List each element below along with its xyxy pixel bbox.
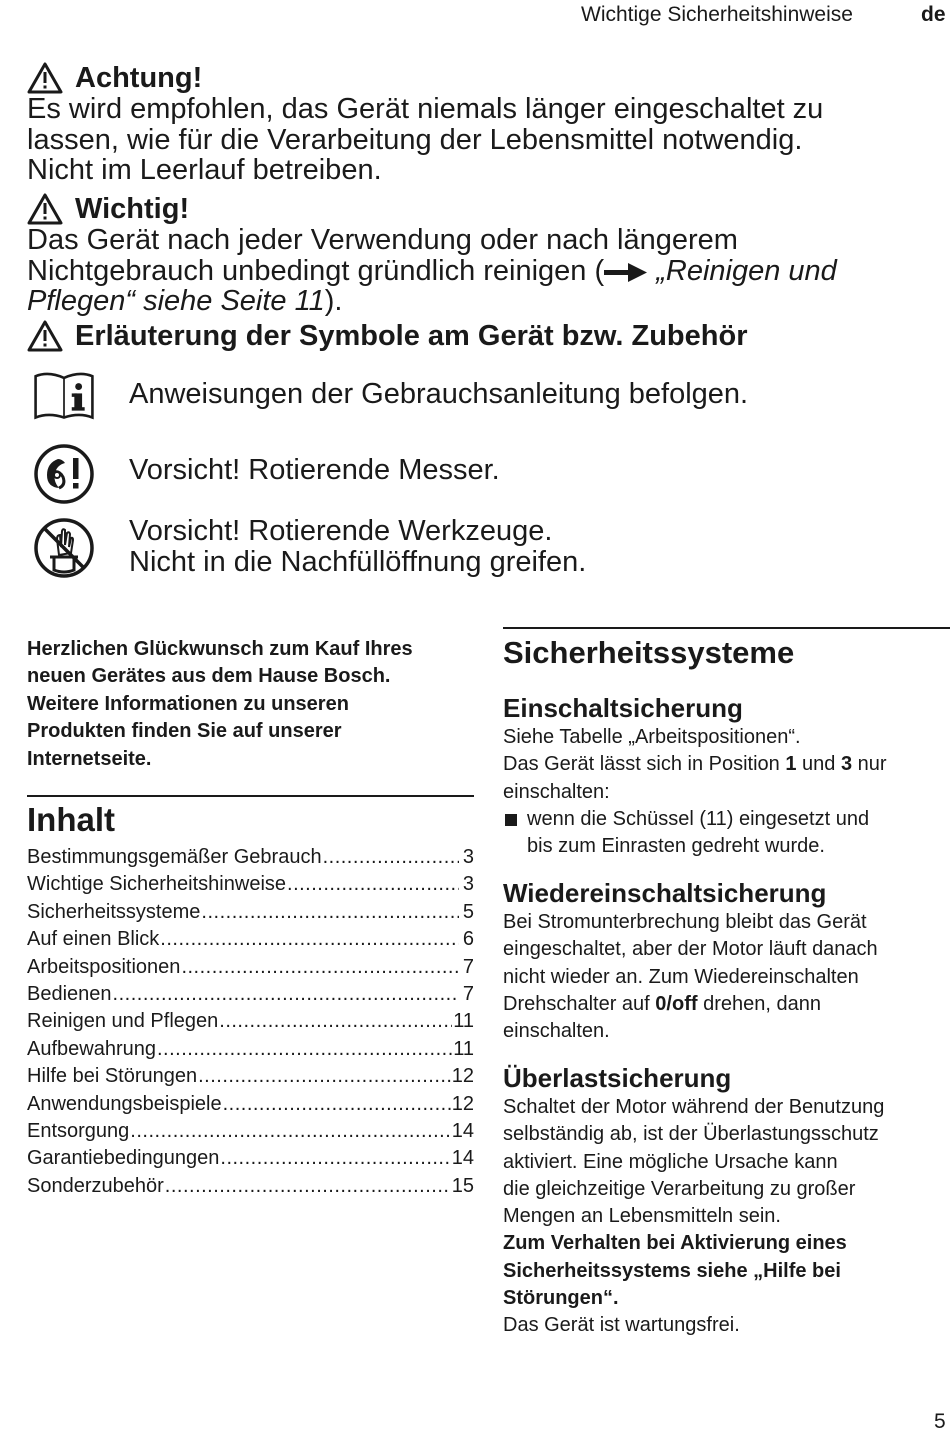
ueberlast-title: Überlastsicherung <box>503 1063 732 1093</box>
no-hand-in-feed-tube-icon <box>33 517 95 579</box>
symbols-block <box>27 320 748 352</box>
warning-triangle-icon <box>27 320 63 352</box>
achtung-title: Achtung! <box>75 62 203 94</box>
language-code: de <box>921 3 946 26</box>
para-line: aktiviert. Eine mögliche Ursache kann <box>503 1150 838 1173</box>
toc-leader <box>165 1175 451 1198</box>
text-span: drehen, dann <box>697 992 821 1015</box>
ueberlast-section <box>503 1062 948 1340</box>
toc-leader <box>113 983 459 1006</box>
toc-label: Reinigen und Pflegen <box>27 1010 219 1033</box>
toc-leader <box>130 1120 450 1143</box>
toc-page: 6 <box>462 928 474 951</box>
intro-line: Herzlichen Glückwunsch zum Kauf Ihres <box>27 638 413 660</box>
toc-entry[interactable] <box>27 1147 474 1174</box>
para-line: Siehe Tabelle „Arbeitspositionen“. <box>503 726 801 748</box>
wichtig-text-span: Nichtgebrauch unbedingt gründlich reinigen ( <box>27 254 605 287</box>
toc-label: Arbeitspositionen <box>27 955 181 978</box>
intro-line: Produkten finden Sie auf unserer <box>27 720 342 743</box>
toc-entry[interactable] <box>27 873 474 900</box>
achtung-line: Nicht im Leerlauf betreiben. <box>27 154 382 186</box>
symbol-description: Anweisungen der Gebrauchsanleitung befolgen. <box>129 378 749 410</box>
achtung-line: lassen, wie für die Verarbeitung der Lebensmittel notwendig. <box>27 123 803 156</box>
toc-label: Sicherheitssysteme <box>27 900 201 923</box>
toc-page: 7 <box>462 982 474 1005</box>
para-line: Das Gerät ist wartungsfrei. <box>503 1314 740 1337</box>
toc-page: 3 <box>462 846 474 868</box>
toc-leader <box>198 1065 451 1088</box>
arrow-right-icon <box>604 262 648 282</box>
symbol-description: Vorsicht! Rotierende Messer. <box>129 454 500 486</box>
text-span: nur <box>852 753 887 776</box>
para-line: selbständig ab, ist der Überlastungsschutz <box>503 1123 879 1146</box>
symbols-title: Erläuterung der Symbole am Gerät bzw. Zubehör <box>75 320 748 352</box>
intro-line: Weitere Informationen zu unseren <box>27 692 349 715</box>
toc-leader <box>160 928 459 951</box>
text-span: Das Gerät lässt sich in Position <box>503 753 786 776</box>
position-number: 1 <box>785 753 797 776</box>
toc-leader <box>181 956 459 979</box>
para-line: Mengen an Lebensmitteln sein. <box>503 1205 781 1228</box>
text-span: und <box>796 753 841 776</box>
symbol-row <box>33 517 586 579</box>
para-line: eingeschaltet, aber der Motor läuft danach <box>503 938 878 961</box>
achtung-line: Es wird empfohlen, das Gerät niemals länger eingeschaltet zu <box>27 93 824 125</box>
toc-label: Hilfe bei Störungen <box>27 1065 198 1088</box>
toc-leader <box>219 1010 452 1033</box>
toc-page: 7 <box>462 955 474 978</box>
achtung-heading <box>27 62 823 94</box>
wichtig-text <box>27 225 837 317</box>
einschalt-section <box>503 692 948 860</box>
para-line: Störungen“. <box>503 1287 619 1310</box>
toc-page: 11 <box>453 1037 474 1060</box>
toc-entry[interactable] <box>27 1065 474 1092</box>
symbol-description-block <box>129 516 586 578</box>
bullet-square-icon <box>505 814 517 826</box>
toc-label: Bestimmungsgemäßer Gebrauch <box>27 846 322 868</box>
toc-label: Bedienen <box>27 982 112 1005</box>
wichtig-heading <box>27 193 837 225</box>
einschalt-title: Einschaltsicherung <box>503 693 743 723</box>
toc-leader <box>201 901 459 924</box>
symbol-row <box>33 443 500 505</box>
cross-reference-link[interactable]: „Reinigen und <box>656 254 837 287</box>
warning-triangle-icon <box>27 62 63 94</box>
para-line: Zum Verhalten bei Aktivierung eines <box>503 1232 847 1255</box>
bullet-text <box>527 806 869 861</box>
toc-leader <box>157 1038 452 1061</box>
cross-reference-link[interactable]: Pflegen“ siehe Seite 11 <box>27 285 325 317</box>
symbol-description: Nicht in die Nachfüllöffnung greifen. <box>129 546 587 578</box>
intro-line: Internetseite. <box>27 747 152 770</box>
toc-entry[interactable] <box>27 983 474 1010</box>
toc-page: 14 <box>451 1119 474 1142</box>
toc-page: 12 <box>451 1065 474 1088</box>
bullet-item <box>503 806 948 861</box>
achtung-text <box>27 94 823 186</box>
wiedereinschalt-text <box>503 909 948 1045</box>
wichtig-line <box>27 256 837 287</box>
manual-info-icon <box>33 365 95 427</box>
toc-page: 3 <box>462 873 474 896</box>
toc-label: Aufbewahrung <box>27 1037 156 1060</box>
wichtig-block <box>27 193 837 317</box>
page-number: 5 <box>934 1410 946 1433</box>
toc-leader <box>223 1093 451 1116</box>
toc-label: Wichtige Sicherheitshinweise <box>27 873 287 896</box>
para-line <box>503 751 948 778</box>
para-line <box>503 991 948 1018</box>
page-header-title: Wichtige Sicherheitshinweise <box>581 3 853 26</box>
achtung-block <box>27 62 823 186</box>
ueberlast-text <box>503 1094 948 1340</box>
einschalt-text <box>503 724 948 860</box>
para-line: wenn die Schüssel (11) eingesetzt und <box>527 807 870 830</box>
intro-text <box>27 636 477 773</box>
symbols-heading <box>27 320 748 352</box>
para-line: Sicherheitssystems siehe „Hilfe bei <box>503 1259 841 1282</box>
warning-triangle-icon <box>27 193 63 225</box>
toc-label: Sonderzubehör <box>27 1174 164 1197</box>
safety-divider <box>503 627 950 629</box>
para-line: Schaltet der Motor während der Benutzung <box>503 1096 885 1118</box>
wichtig-line: Das Gerät nach jeder Verwendung oder nach längerem <box>27 224 738 256</box>
symbol-row <box>33 365 748 427</box>
table-of-contents <box>27 846 474 1202</box>
switch-position: 0/off <box>655 992 698 1015</box>
toc-entry[interactable] <box>27 1120 474 1147</box>
wichtig-text-span: ). <box>324 285 343 317</box>
toc-title: Inhalt <box>27 801 115 838</box>
wiedereinschalt-title: Wiedereinschaltsicherung <box>503 878 827 908</box>
toc-entry[interactable] <box>27 1175 474 1202</box>
para-line: einschalten: <box>503 780 610 803</box>
toc-label: Garantiebedingungen <box>27 1147 220 1170</box>
para-line: bis zum Einrasten gedreht wurde. <box>527 835 825 858</box>
wichtig-title: Wichtig! <box>75 193 190 225</box>
toc-label: Entsorgung <box>27 1119 130 1142</box>
toc-entry[interactable] <box>27 846 474 873</box>
para-line: nicht wieder an. Zum Wiedereinschalten <box>503 965 859 988</box>
para-line: Bei Stromunterbrechung bleibt das Gerät <box>503 911 867 933</box>
toc-entry[interactable] <box>27 1010 474 1037</box>
rotating-blade-warning-icon <box>33 443 95 505</box>
position-number: 3 <box>840 753 853 776</box>
toc-leader <box>287 873 459 896</box>
toc-label: Anwendungsbeispiele <box>27 1092 222 1115</box>
wichtig-line <box>27 286 837 317</box>
toc-entry[interactable] <box>27 928 474 955</box>
toc-divider <box>27 795 474 797</box>
toc-entry[interactable] <box>27 956 474 983</box>
toc-page: 11 <box>453 1010 474 1033</box>
toc-page: 5 <box>462 900 474 923</box>
toc-entry[interactable] <box>27 901 474 928</box>
text-span: Drehschalter auf <box>503 992 656 1015</box>
para-line: einschalten. <box>503 1020 610 1043</box>
toc-leader <box>323 846 459 869</box>
toc-entry[interactable] <box>27 1038 474 1065</box>
toc-label: Auf einen Blick <box>27 928 160 951</box>
wiedereinschalt-section <box>503 877 948 1045</box>
symbol-description: Vorsicht! Rotierende Werkzeuge. <box>129 515 553 547</box>
toc-entry[interactable] <box>27 1093 474 1120</box>
toc-page: 12 <box>451 1092 474 1115</box>
toc-page: 14 <box>451 1147 474 1170</box>
safety-title: Sicherheitssysteme <box>503 635 795 670</box>
para-line: die gleichzeitige Verarbeitung zu großer <box>503 1177 856 1200</box>
intro-line: neuen Gerätes aus dem Hause Bosch. <box>27 665 391 688</box>
toc-leader <box>220 1147 450 1170</box>
toc-page: 15 <box>451 1174 474 1197</box>
